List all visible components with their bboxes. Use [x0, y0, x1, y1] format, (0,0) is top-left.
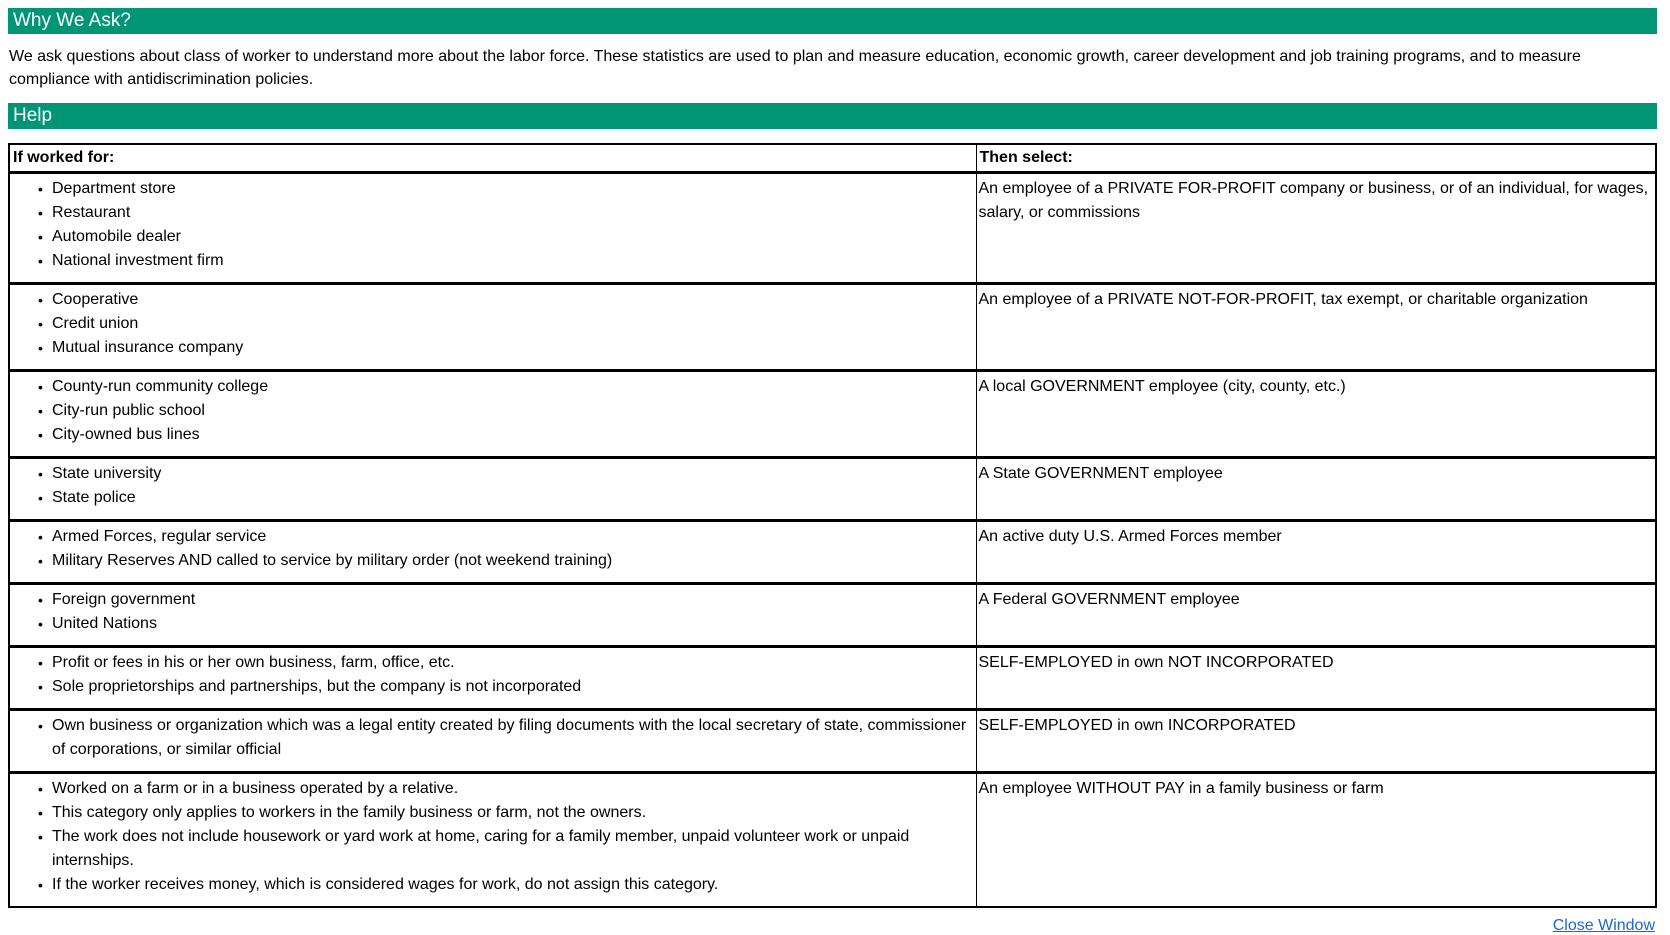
worked-for-item: • United Nations [12, 612, 974, 636]
then-select-cell: SELF-EMPLOYED in own INCORPORATED [976, 710, 1656, 773]
worked-for-cell [9, 647, 976, 710]
worked-for-item: • The work does not include housework or yard work at home, caring for a family member, unpaid volunteer work or unpaid internships. [12, 825, 974, 873]
worked-for-item: • Armed Forces, regular service [12, 525, 974, 549]
then-select-cell: An employee WITHOUT PAY in a family business or farm [976, 773, 1656, 908]
worked-for-item: • Mutual insurance company [12, 336, 974, 360]
then-select-cell: A State GOVERNMENT employee [976, 458, 1656, 521]
then-select-cell: An employee of a PRIVATE NOT-FOR-PROFIT, tax exempt, or charitable organization [976, 284, 1656, 371]
worked-for-cell [9, 458, 976, 521]
worked-for-item: • County-run community college [12, 375, 974, 399]
worked-for-list [12, 375, 974, 447]
worked-for-cell [9, 284, 976, 371]
worked-for-list [12, 651, 974, 699]
worked-for-cell [9, 521, 976, 584]
worked-for-item: • State police [12, 486, 974, 510]
worked-for-item: • Credit union [12, 312, 974, 336]
help-table [8, 143, 1657, 908]
worked-for-item: • Foreign government [12, 588, 974, 612]
worked-for-list [12, 288, 974, 360]
table-row [9, 647, 1656, 710]
why-we-ask-title: Why We Ask? [13, 10, 131, 31]
worked-for-item: • This category only applies to workers in the family business or farm, not the owners. [12, 801, 974, 825]
worked-for-item: • National investment firm [12, 249, 974, 273]
help-header-bar [8, 103, 1657, 129]
worked-for-item: • Sole proprietorships and partnerships, but the company is not incorporated [12, 675, 974, 699]
worked-for-list [12, 462, 974, 510]
worked-for-list [12, 777, 974, 897]
worked-for-list [12, 177, 974, 273]
worked-for-item: • If the worker receives money, which is considered wages for work, do not assign this category. [12, 873, 974, 897]
then-select-cell: A Federal GOVERNMENT employee [976, 584, 1656, 647]
help-title: Help [13, 105, 53, 126]
then-select-cell: A local GOVERNMENT employee (city, county, etc.) [976, 371, 1656, 458]
worked-for-list [12, 588, 974, 636]
worked-for-item: • Worked on a farm or in a business operated by a relative. [12, 777, 974, 801]
table-row [9, 521, 1656, 584]
table-row [9, 173, 1656, 284]
table-row [9, 710, 1656, 773]
worked-for-cell [9, 173, 976, 284]
worked-for-item: • State university [12, 462, 974, 486]
worked-for-item: • Automobile dealer [12, 225, 974, 249]
then-select-cell: An active duty U.S. Armed Forces member [976, 521, 1656, 584]
table-row [9, 584, 1656, 647]
why-we-ask-description: We ask questions about class of worker to understand more about the labor force. These statistics are used to plan and measure education, economic growth, career development and job training programs, and to measure compliance with antidiscrimination policies. [9, 48, 1581, 88]
worked-for-item: • City-run public school [12, 399, 974, 423]
worked-for-cell [9, 773, 976, 908]
column-header-if-worked-for: If worked for: [9, 144, 976, 173]
table-row [9, 284, 1656, 371]
worked-for-list [12, 525, 974, 573]
worked-for-item: • Restaurant [12, 201, 974, 225]
table-row [9, 371, 1656, 458]
worked-for-item: • Own business or organization which was a legal entity created by filing documents with the local secretary of state, commissioner of corporations, or similar official [12, 714, 974, 762]
footer-bar [8, 917, 1655, 935]
worked-for-item: • Profit or fees in his or her own business, farm, office, etc. [12, 651, 974, 675]
table-row [9, 773, 1656, 908]
worked-for-item: • Military Reserves AND called to service by military order (not weekend training) [12, 549, 974, 573]
table-row [9, 458, 1656, 521]
worked-for-item: • City-owned bus lines [12, 423, 974, 447]
then-select-cell: SELF-EMPLOYED in own NOT INCORPORATED [976, 647, 1656, 710]
worked-for-cell [9, 710, 976, 773]
worked-for-cell [9, 584, 976, 647]
worked-for-list [12, 714, 974, 762]
worked-for-item: • Department store [12, 177, 974, 201]
worked-for-item: • Cooperative [12, 288, 974, 312]
worked-for-cell [9, 371, 976, 458]
table-header-row [9, 144, 1656, 173]
then-select-cell: An employee of a PRIVATE FOR-PROFIT company or business, or of an individual, for wages, salary, or commissions [976, 173, 1656, 284]
why-we-ask-header-bar [8, 8, 1657, 34]
close-window-link[interactable]: Close Window [1552, 917, 1655, 934]
column-header-then-select: Then select: [976, 144, 1656, 173]
